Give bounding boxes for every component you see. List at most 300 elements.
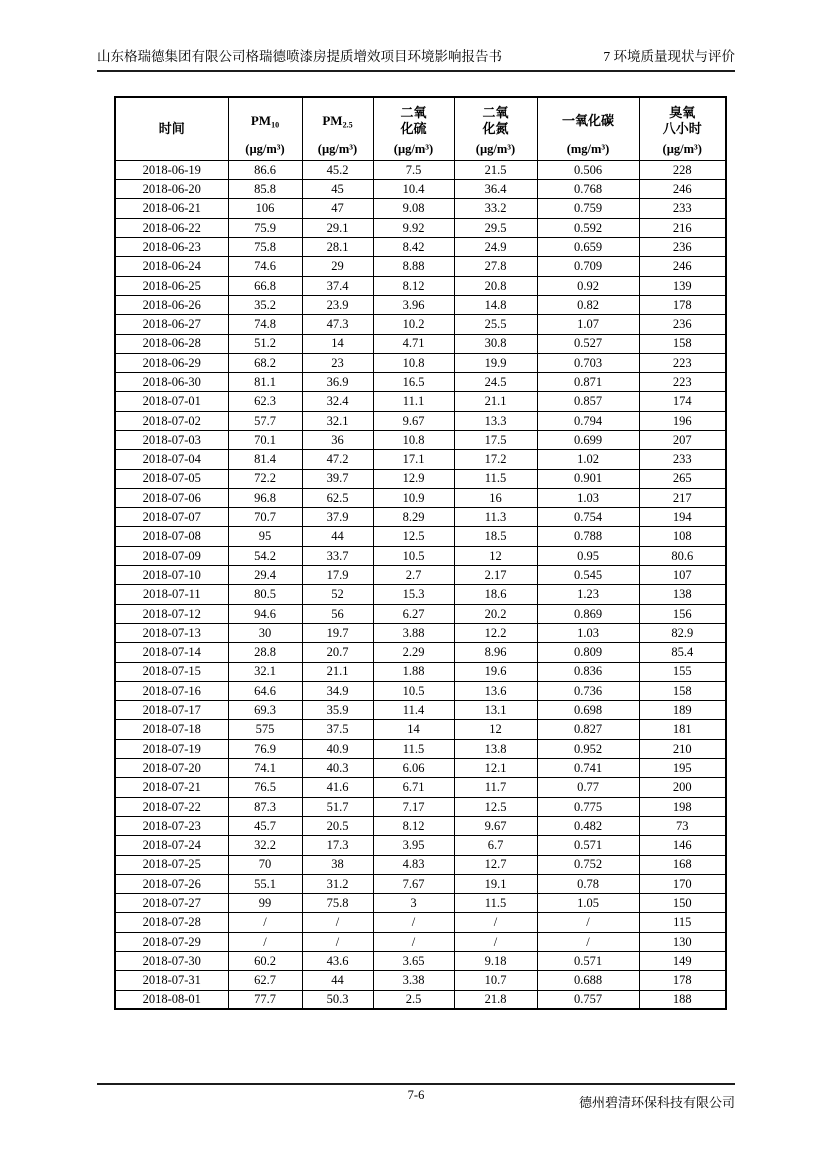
- value-cell: 36: [302, 431, 373, 450]
- value-cell: 37.4: [302, 276, 373, 295]
- value-cell: 158: [639, 681, 726, 700]
- table-row: [115, 604, 726, 623]
- value-cell: 43.6: [302, 952, 373, 971]
- value-cell: 138: [639, 585, 726, 604]
- value-cell: 20.7: [302, 643, 373, 662]
- value-cell: 41.6: [302, 778, 373, 797]
- value-cell: /: [228, 932, 302, 951]
- value-cell: 0.788: [537, 527, 639, 546]
- value-cell: 0.571: [537, 836, 639, 855]
- date-cell: 2018-07-09: [115, 546, 228, 565]
- date-cell: 2018-07-07: [115, 508, 228, 527]
- date-cell: 2018-07-27: [115, 894, 228, 913]
- value-cell: 10.8: [373, 431, 454, 450]
- value-cell: 20.5: [302, 816, 373, 835]
- value-cell: 265: [639, 469, 726, 488]
- date-cell: 2018-06-23: [115, 238, 228, 257]
- value-cell: 0.699: [537, 431, 639, 450]
- date-cell: 2018-06-21: [115, 199, 228, 218]
- table-row: [115, 720, 726, 739]
- value-cell: 11.1: [373, 392, 454, 411]
- value-cell: 24.5: [454, 373, 537, 392]
- date-cell: 2018-06-28: [115, 334, 228, 353]
- value-cell: 17.2: [454, 450, 537, 469]
- value-cell: 107: [639, 566, 726, 585]
- value-cell: 174: [639, 392, 726, 411]
- value-cell: 10.9: [373, 488, 454, 507]
- table-row: [115, 450, 726, 469]
- value-cell: 19.6: [454, 662, 537, 681]
- value-cell: 29.1: [302, 218, 373, 237]
- value-cell: 0.659: [537, 238, 639, 257]
- value-cell: 0.506: [537, 160, 639, 179]
- value-cell: 62.3: [228, 392, 302, 411]
- table-row: [115, 392, 726, 411]
- value-cell: 9.18: [454, 952, 537, 971]
- value-cell: 28.1: [302, 238, 373, 257]
- value-cell: 17.5: [454, 431, 537, 450]
- value-cell: 8.88: [373, 257, 454, 276]
- table-row: [115, 488, 726, 507]
- table-row: [115, 797, 726, 816]
- value-cell: 246: [639, 257, 726, 276]
- value-cell: 38: [302, 855, 373, 874]
- value-cell: /: [537, 932, 639, 951]
- value-cell: 139: [639, 276, 726, 295]
- value-cell: 17.3: [302, 836, 373, 855]
- value-cell: 45.7: [228, 816, 302, 835]
- column-header-so2: 二氧 化硫 (µg/m³): [373, 97, 454, 161]
- value-cell: 45: [302, 180, 373, 199]
- value-cell: 75.8: [302, 894, 373, 913]
- value-cell: 223: [639, 353, 726, 372]
- value-cell: 1.05: [537, 894, 639, 913]
- value-cell: 3.65: [373, 952, 454, 971]
- table-row: [115, 295, 726, 314]
- value-cell: 233: [639, 199, 726, 218]
- value-cell: 29: [302, 257, 373, 276]
- value-cell: 9.67: [373, 411, 454, 430]
- date-cell: 2018-06-30: [115, 373, 228, 392]
- table-row: [115, 238, 726, 257]
- value-cell: 1.02: [537, 450, 639, 469]
- value-cell: 155: [639, 662, 726, 681]
- value-cell: 0.857: [537, 392, 639, 411]
- value-cell: 95: [228, 527, 302, 546]
- value-cell: 14: [373, 720, 454, 739]
- value-cell: 85.8: [228, 180, 302, 199]
- value-cell: 74.8: [228, 315, 302, 334]
- value-cell: 0.754: [537, 508, 639, 527]
- value-cell: 40.3: [302, 759, 373, 778]
- value-cell: 200: [639, 778, 726, 797]
- value-cell: 80.5: [228, 585, 302, 604]
- footer-row: [97, 1085, 735, 1111]
- table-row: [115, 836, 726, 855]
- value-cell: 21.5: [454, 160, 537, 179]
- date-cell: 2018-07-11: [115, 585, 228, 604]
- value-cell: /: [302, 932, 373, 951]
- table-row: [115, 276, 726, 295]
- table-row: [115, 971, 726, 990]
- value-cell: 18.6: [454, 585, 537, 604]
- value-cell: 11.3: [454, 508, 537, 527]
- column-unit-co: (mg/m³): [566, 142, 610, 157]
- value-cell: 12.5: [373, 527, 454, 546]
- date-cell: 2018-07-17: [115, 701, 228, 720]
- value-cell: /: [302, 913, 373, 932]
- value-cell: 170: [639, 874, 726, 893]
- value-cell: 16: [454, 488, 537, 507]
- value-cell: 2.17: [454, 566, 537, 585]
- value-cell: 21.1: [454, 392, 537, 411]
- value-cell: 60.2: [228, 952, 302, 971]
- value-cell: 3.88: [373, 623, 454, 642]
- value-cell: 12: [454, 546, 537, 565]
- value-cell: 39.7: [302, 469, 373, 488]
- value-cell: 189: [639, 701, 726, 720]
- value-cell: 0.592: [537, 218, 639, 237]
- table-row: [115, 874, 726, 893]
- value-cell: 29.4: [228, 566, 302, 585]
- table-row: [115, 199, 726, 218]
- table-row: [115, 913, 726, 932]
- value-cell: 3: [373, 894, 454, 913]
- value-cell: 81.1: [228, 373, 302, 392]
- value-cell: 108: [639, 527, 726, 546]
- date-cell: 2018-07-05: [115, 469, 228, 488]
- table-row: [115, 566, 726, 585]
- value-cell: 12: [454, 720, 537, 739]
- value-cell: 76.9: [228, 739, 302, 758]
- value-cell: 96.8: [228, 488, 302, 507]
- date-cell: 2018-07-23: [115, 816, 228, 835]
- value-cell: 0.688: [537, 971, 639, 990]
- value-cell: 168: [639, 855, 726, 874]
- value-cell: 62.7: [228, 971, 302, 990]
- date-cell: 2018-07-02: [115, 411, 228, 430]
- value-cell: 0.827: [537, 720, 639, 739]
- value-cell: 0.759: [537, 199, 639, 218]
- table-row: [115, 431, 726, 450]
- table-row: [115, 218, 726, 237]
- value-cell: 52: [302, 585, 373, 604]
- table-row: [115, 855, 726, 874]
- column-unit-pm10: (µg/m³): [245, 142, 285, 157]
- value-cell: 11.5: [373, 739, 454, 758]
- value-cell: 20.8: [454, 276, 537, 295]
- value-cell: 228: [639, 160, 726, 179]
- value-cell: 188: [639, 990, 726, 1009]
- value-cell: 11.5: [454, 469, 537, 488]
- date-cell: 2018-07-31: [115, 971, 228, 990]
- value-cell: 223: [639, 373, 726, 392]
- value-cell: 37.9: [302, 508, 373, 527]
- value-cell: /: [454, 932, 537, 951]
- date-cell: 2018-06-24: [115, 257, 228, 276]
- value-cell: 10.5: [373, 681, 454, 700]
- value-cell: 4.83: [373, 855, 454, 874]
- value-cell: 30: [228, 623, 302, 642]
- date-cell: 2018-08-01: [115, 990, 228, 1009]
- value-cell: 233: [639, 450, 726, 469]
- value-cell: 130: [639, 932, 726, 951]
- value-cell: 12.7: [454, 855, 537, 874]
- table-row: [115, 334, 726, 353]
- table-row: [115, 373, 726, 392]
- column-header-time: 时间: [115, 97, 228, 161]
- value-cell: 11.5: [454, 894, 537, 913]
- table-row: [115, 701, 726, 720]
- table-header-row: [115, 97, 726, 161]
- value-cell: 9.08: [373, 199, 454, 218]
- value-cell: 0.92: [537, 276, 639, 295]
- value-cell: 1.03: [537, 488, 639, 507]
- table-row: [115, 990, 726, 1009]
- value-cell: 16.5: [373, 373, 454, 392]
- value-cell: 75.8: [228, 238, 302, 257]
- value-cell: 64.6: [228, 681, 302, 700]
- value-cell: 6.7: [454, 836, 537, 855]
- value-cell: 0.736: [537, 681, 639, 700]
- value-cell: 0.703: [537, 353, 639, 372]
- table-row: [115, 778, 726, 797]
- value-cell: 210: [639, 739, 726, 758]
- value-cell: 54.2: [228, 546, 302, 565]
- value-cell: 575: [228, 720, 302, 739]
- table-row: [115, 952, 726, 971]
- table-row: [115, 353, 726, 372]
- value-cell: /: [537, 913, 639, 932]
- value-cell: 13.6: [454, 681, 537, 700]
- date-cell: 2018-07-15: [115, 662, 228, 681]
- value-cell: 10.5: [373, 546, 454, 565]
- value-cell: 1.88: [373, 662, 454, 681]
- value-cell: 69.3: [228, 701, 302, 720]
- value-cell: 0.757: [537, 990, 639, 1009]
- date-cell: 2018-07-30: [115, 952, 228, 971]
- value-cell: 0.794: [537, 411, 639, 430]
- table-row: [115, 932, 726, 951]
- table-row: [115, 508, 726, 527]
- value-cell: 8.12: [373, 816, 454, 835]
- value-cell: 47: [302, 199, 373, 218]
- value-cell: /: [228, 913, 302, 932]
- table-row: [115, 739, 726, 758]
- page-number: 7-6: [407, 1088, 425, 1102]
- value-cell: 115: [639, 913, 726, 932]
- value-cell: 29.5: [454, 218, 537, 237]
- table-row: [115, 257, 726, 276]
- value-cell: 44: [302, 527, 373, 546]
- column-unit-no2: (µg/m³): [475, 142, 516, 157]
- value-cell: 30.8: [454, 334, 537, 353]
- value-cell: 36.4: [454, 180, 537, 199]
- value-cell: 32.1: [228, 662, 302, 681]
- value-cell: 181: [639, 720, 726, 739]
- value-cell: 6.27: [373, 604, 454, 623]
- value-cell: 50.3: [302, 990, 373, 1009]
- value-cell: 28.8: [228, 643, 302, 662]
- value-cell: 0.527: [537, 334, 639, 353]
- value-cell: 216: [639, 218, 726, 237]
- value-cell: 85.4: [639, 643, 726, 662]
- table-row: [115, 469, 726, 488]
- date-cell: 2018-07-22: [115, 797, 228, 816]
- air-quality-table: [114, 96, 727, 1011]
- value-cell: 13.1: [454, 701, 537, 720]
- value-cell: 0.571: [537, 952, 639, 971]
- value-cell: 21.1: [302, 662, 373, 681]
- value-cell: 0.768: [537, 180, 639, 199]
- value-cell: 0.952: [537, 739, 639, 758]
- value-cell: 10.4: [373, 180, 454, 199]
- value-cell: 7.5: [373, 160, 454, 179]
- value-cell: 70.1: [228, 431, 302, 450]
- date-cell: 2018-07-21: [115, 778, 228, 797]
- column-unit-so2: (µg/m³): [393, 142, 434, 157]
- value-cell: 19.1: [454, 874, 537, 893]
- value-cell: 70: [228, 855, 302, 874]
- date-cell: 2018-07-12: [115, 604, 228, 623]
- value-cell: 56: [302, 604, 373, 623]
- value-cell: 86.6: [228, 160, 302, 179]
- value-cell: 236: [639, 315, 726, 334]
- value-cell: 74.6: [228, 257, 302, 276]
- column-header-pm25: $PM_{2.5}$ (µg/m³): [302, 97, 373, 161]
- table-row: [115, 759, 726, 778]
- value-cell: 33.7: [302, 546, 373, 565]
- value-cell: 246: [639, 180, 726, 199]
- value-cell: 0.809: [537, 643, 639, 662]
- header-left-title: 山东格瑞德集团有限公司格瑞德喷漆房提质增效项目环境影响报告书: [97, 49, 502, 64]
- value-cell: /: [373, 913, 454, 932]
- value-cell: 1.03: [537, 623, 639, 642]
- date-cell: 2018-07-10: [115, 566, 228, 585]
- date-cell: 2018-06-29: [115, 353, 228, 372]
- value-cell: 57.7: [228, 411, 302, 430]
- value-cell: 74.1: [228, 759, 302, 778]
- value-cell: 8.42: [373, 238, 454, 257]
- value-cell: 81.4: [228, 450, 302, 469]
- value-cell: /: [373, 932, 454, 951]
- table-row: [115, 160, 726, 179]
- date-cell: 2018-07-13: [115, 623, 228, 642]
- value-cell: 3.96: [373, 295, 454, 314]
- date-cell: 2018-07-04: [115, 450, 228, 469]
- value-cell: 40.9: [302, 739, 373, 758]
- value-cell: 19.9: [454, 353, 537, 372]
- value-cell: 17.1: [373, 450, 454, 469]
- value-cell: 66.8: [228, 276, 302, 295]
- value-cell: 0.95: [537, 546, 639, 565]
- date-cell: 2018-07-01: [115, 392, 228, 411]
- value-cell: 4.71: [373, 334, 454, 353]
- value-cell: 0.901: [537, 469, 639, 488]
- header-right-title: 7 环境质量现状与评价: [603, 49, 735, 64]
- value-cell: 35.9: [302, 701, 373, 720]
- value-cell: 7.17: [373, 797, 454, 816]
- column-unit-pm25: (µg/m³): [317, 142, 358, 157]
- value-cell: 99: [228, 894, 302, 913]
- date-cell: 2018-06-26: [115, 295, 228, 314]
- value-cell: 87.3: [228, 797, 302, 816]
- value-cell: 6.71: [373, 778, 454, 797]
- value-cell: 75.9: [228, 218, 302, 237]
- value-cell: 12.9: [373, 469, 454, 488]
- value-cell: 8.96: [454, 643, 537, 662]
- value-cell: 72.2: [228, 469, 302, 488]
- date-cell: 2018-07-28: [115, 913, 228, 932]
- date-cell: 2018-07-08: [115, 527, 228, 546]
- value-cell: 178: [639, 295, 726, 314]
- value-cell: 2.7: [373, 566, 454, 585]
- value-cell: 1.07: [537, 315, 639, 334]
- value-cell: 207: [639, 431, 726, 450]
- date-cell: 2018-07-20: [115, 759, 228, 778]
- value-cell: 62.5: [302, 488, 373, 507]
- value-cell: 11.7: [454, 778, 537, 797]
- table-row: [115, 315, 726, 334]
- value-cell: 33.2: [454, 199, 537, 218]
- date-cell: 2018-07-19: [115, 739, 228, 758]
- value-cell: 15.3: [373, 585, 454, 604]
- table-row: [115, 662, 726, 681]
- table-row: [115, 527, 726, 546]
- date-cell: 2018-07-24: [115, 836, 228, 855]
- table-row: [115, 681, 726, 700]
- value-cell: 178: [639, 971, 726, 990]
- value-cell: 35.2: [228, 295, 302, 314]
- table-row: [115, 816, 726, 835]
- value-cell: 77.7: [228, 990, 302, 1009]
- value-cell: 51.2: [228, 334, 302, 353]
- value-cell: 47.3: [302, 315, 373, 334]
- value-cell: 2.29: [373, 643, 454, 662]
- value-cell: 32.4: [302, 392, 373, 411]
- column-header-co: 一氧化碳 (mg/m³): [537, 97, 639, 161]
- value-cell: 10.2: [373, 315, 454, 334]
- value-cell: 94.6: [228, 604, 302, 623]
- table-row: [115, 546, 726, 565]
- value-cell: 6.06: [373, 759, 454, 778]
- date-cell: 2018-07-18: [115, 720, 228, 739]
- column-header-o3: 臭氧 八小时 (µg/m³): [639, 97, 726, 161]
- date-cell: 2018-07-03: [115, 431, 228, 450]
- value-cell: 45.2: [302, 160, 373, 179]
- page-footer: [97, 1083, 735, 1111]
- value-cell: 158: [639, 334, 726, 353]
- table-row: [115, 180, 726, 199]
- value-cell: 217: [639, 488, 726, 507]
- value-cell: 27.8: [454, 257, 537, 276]
- value-cell: 11.4: [373, 701, 454, 720]
- value-cell: 73: [639, 816, 726, 835]
- value-cell: 8.12: [373, 276, 454, 295]
- value-cell: 32.2: [228, 836, 302, 855]
- table-row: [115, 623, 726, 642]
- date-cell: 2018-07-16: [115, 681, 228, 700]
- value-cell: 2.5: [373, 990, 454, 1009]
- value-cell: 24.9: [454, 238, 537, 257]
- value-cell: 70.7: [228, 508, 302, 527]
- value-cell: 8.29: [373, 508, 454, 527]
- value-cell: 0.869: [537, 604, 639, 623]
- value-cell: 0.871: [537, 373, 639, 392]
- table-row: [115, 585, 726, 604]
- footer-company-name: 德州碧清环保科技有限公司: [578, 1095, 735, 1110]
- value-cell: 80.6: [639, 546, 726, 565]
